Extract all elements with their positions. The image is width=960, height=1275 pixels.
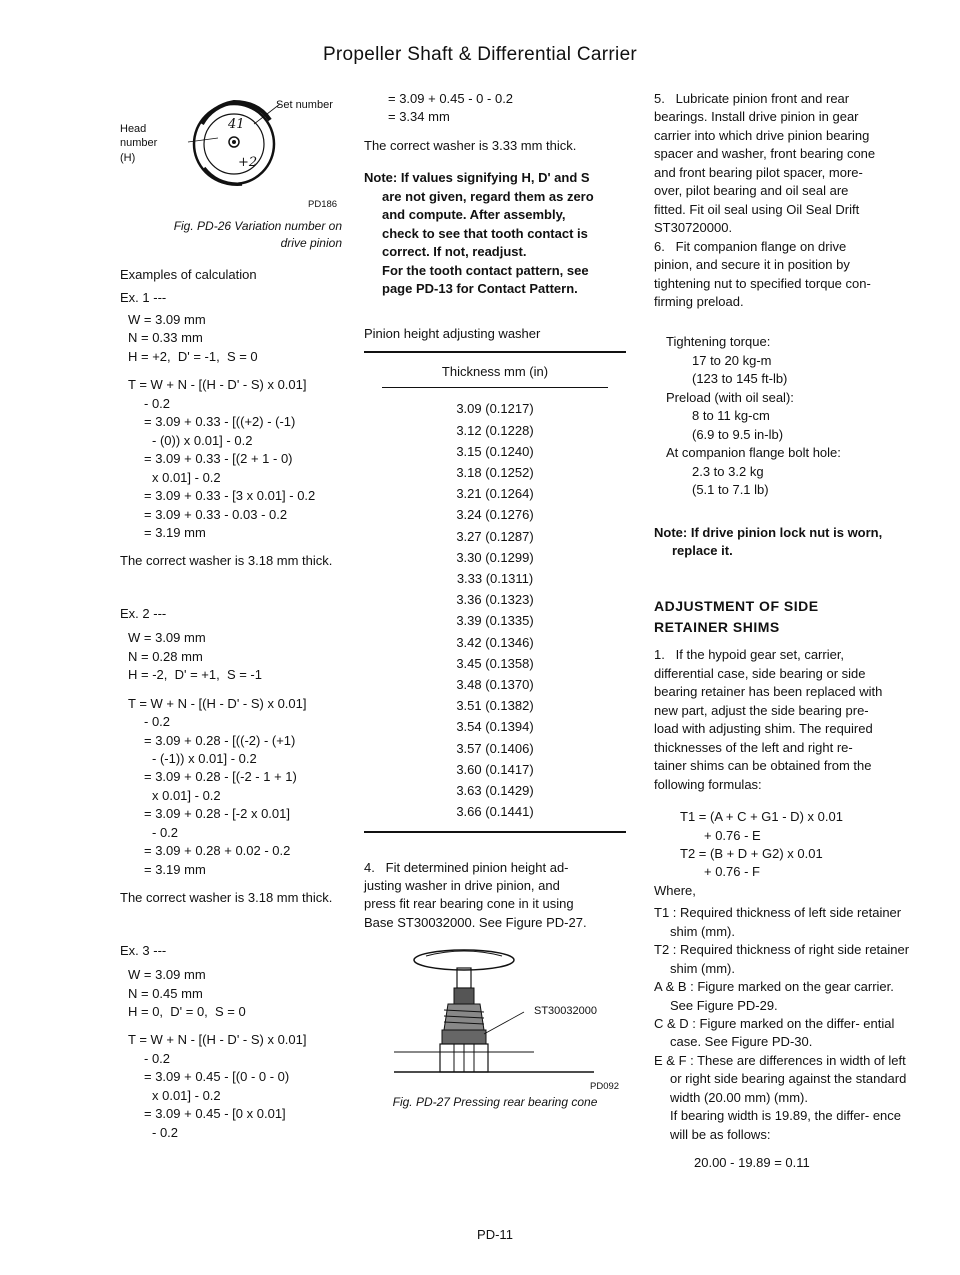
table-row: 3.51 (0.1382) (456, 698, 534, 714)
svg-text:41: 41 (228, 117, 245, 132)
note-tooth-contact: Note: If values signifying H, D' and S are not given, regard them as zero and compute. After assembly, check to see that tooth contact is correct. If not, readjust. For the tooth contact pattern, see page PD-13 for Contact Pattern. (364, 170, 594, 297)
example-1-calc: T = W + N - [(H - D' - S) x 0.01] - 0.2 = 3.09 + 0.33 - [((+2) - (-1) - (0)) x 0.01] - 0.2 = 3.09 + 0.33 - [(2 + 1 - 0) x 0.01] - 0.2 = 3.09 + 0.33 - [3 x 0.01] - 0.2 = 3.09 + 0.33 - 0.03 - 0.2 = 3.19 mm (128, 377, 316, 540)
head-number-label: Head number (H) (120, 123, 158, 164)
table-bottom-rule (364, 831, 626, 833)
table-row: 3.54 (0.1394) (456, 719, 534, 735)
table-row: 3.36 (0.1323) (456, 592, 534, 608)
example-2-result: The correct washer is 3.18 mm thick. (120, 890, 333, 906)
step-1-paragraph: 1. If the hypoid gear set, carrier, differential case, side bearing or side bearing retainer has been replaced with new part, adjust the side bearing pre- load with adjusting shim. The required thicknesses of the left and right re- tainer shims can be obtained from the following formulas: (654, 647, 883, 792)
table-row: 3.24 (0.1276) (456, 507, 534, 523)
example-2-values: W = 3.09 mm N = 0.28 mm H = -2, D' = +1, S = -1 (128, 630, 262, 683)
figure-pd27 (364, 942, 626, 1092)
step-6-paragraph: 6. Fit companion flange on drive pinion, and secure it in position by tightening nut to specified torque con- firming preload. (654, 238, 871, 309)
table-row: 3.21 (0.1264) (456, 486, 534, 502)
figure-caption: Fig. PD-27 Pressing rear bearing cone (392, 1095, 598, 1110)
column-middle (364, 90, 626, 1111)
svg-text:+2: +2 (238, 155, 258, 170)
table-header-rule (382, 387, 608, 388)
set-number-label: Set number (276, 99, 333, 111)
table-row: 3.30 (0.1299) (456, 549, 534, 565)
example-3-label: Ex. 3 --- (120, 942, 167, 958)
shim-formulas: T1 = (A + C + G1 - D) x 0.01 + 0.76 - E T2 = (B + D + G2) x 0.01 + 0.76 - F (680, 809, 843, 880)
table-row: 3.39 (0.1335) (456, 613, 534, 629)
table-row: 3.18 (0.1252) (456, 465, 534, 481)
figure-pd26 (120, 90, 342, 218)
torque-specifications: Tightening torque: 17 to 20 kg-m (123 to 145 ft-lb) Preload (with oil seal): 8 to 11 kg-cm (6.9 to 9.5 in-lb) At companion flange bolt hole: 2.3 to 3.2 kg (5.1 to 7.1 lb) (666, 334, 841, 498)
column-left (120, 90, 342, 1142)
table-body (364, 398, 626, 822)
example-1-values: W = 3.09 mm N = 0.33 mm H = +2, D' = -1, S = 0 (128, 311, 258, 364)
example-3-calc-continued: = 3.09 + 0.45 - 0 - 0.2 = 3.34 mm (388, 91, 514, 125)
table-row: 3.66 (0.1441) (456, 804, 534, 820)
note-lock-nut: Note: If drive pinion lock nut is worn, replace it. (654, 524, 883, 558)
definitions-list: T1 : Required thickness of left side retainer shim (mm). T2 : Required thickness of right side retainer shim (mm). A & B : Figure marked on the gear carrier. See Figure PD-29. C & D : Figure marked on the differ- ential case. See Figure PD-30. E & F : These are differences in width of left or right side bearing against the standard width (20.00 mm) (mm). If bearing width is 19.89, the differ- ence will be as follows: (654, 905, 910, 1142)
table-row: 3.09 (0.1217) (456, 401, 534, 417)
drive-pinion-face-icon (184, 90, 284, 190)
example-1-result: The correct washer is 3.18 mm thick. (120, 553, 333, 569)
where-label: Where, (654, 882, 696, 898)
example-2-label: Ex. 2 --- (120, 605, 167, 621)
table-row: 3.33 (0.1311) (456, 571, 534, 587)
table-row: 3.60 (0.1417) (456, 761, 534, 777)
examples-heading: Examples of calculation (120, 267, 257, 283)
table-row: 3.45 (0.1358) (456, 655, 534, 671)
figure-caption: Fig. PD-26 Variation number on drive pinion (173, 219, 342, 251)
table-row: 3.48 (0.1370) (456, 677, 534, 693)
table-row: 3.27 (0.1287) (456, 528, 534, 544)
washer-table (364, 325, 626, 833)
example-3-result: The correct washer is 3.33 mm thick. (364, 137, 577, 153)
example-3-values: W = 3.09 mm N = 0.45 mm H = 0, D' = 0, S = 0 (128, 967, 246, 1020)
table-row: 3.57 (0.1406) (456, 740, 534, 756)
final-calculation: 20.00 - 19.89 = 0.11 (694, 1155, 810, 1171)
table-row: 3.12 (0.1228) (456, 422, 534, 438)
table-top-rule (364, 351, 626, 353)
step-4-paragraph: 4. Fit determined pinion height ad- justing washer in drive pinion, and press fit rear bearing cone in it using Base ST30032000. See Figure PD-27. (364, 859, 587, 930)
step-5-paragraph: 5. Lubricate pinion front and rear bearings. Install drive pinion in gear carrier into which drive pinion bearing spacer and washer, front bearing cone and front bearing pilot spacer, more- over, pilot bearing and oil seal are fitted. Fit oil seal using Oil Seal Drift ST30720000. (654, 91, 876, 236)
table-header: Thickness mm (in) (441, 363, 549, 379)
example-2-calc: T = W + N - [(H - D' - S) x 0.01] - 0.2 = 3.09 + 0.28 - [((-2) - (+1) - (-1)) x 0.01] - 0.2 = 3.09 + 0.28 - [(-2 - 1 + 1) x 0.01] - 0.2 = 3.09 + 0.28 - [-2 x 0.01] - 0.2 = 3.09 + 0.28 + 0.02 - 0.2 = 3.19 mm (128, 695, 307, 877)
section-heading: ADJUSTMENT OF SIDE RETAINER SHIMS (654, 598, 819, 636)
figure-code: PD092 (590, 1081, 620, 1093)
table-row: 3.15 (0.1240) (456, 443, 534, 459)
table-row: 3.63 (0.1429) (456, 783, 534, 799)
table-row: 3.42 (0.1346) (456, 634, 534, 650)
page-title: Propeller Shaft & Differential Carrier (322, 44, 638, 65)
tool-label: ST30032000 (534, 1005, 597, 1018)
table-title: Pinion height adjusting washer (364, 325, 541, 341)
page-number: PD-11 (477, 1227, 513, 1242)
column-right (654, 90, 918, 1173)
figure-code: PD186 (308, 199, 338, 210)
example-1-label: Ex. 1 --- (120, 289, 167, 305)
example-3-calc: T = W + N - [(H - D' - S) x 0.01] - 0.2 = 3.09 + 0.45 - [(0 - 0 - 0) x 0.01] - 0.2 = 3.09 + 0.45 - [0 x 0.01] - 0.2 (128, 1032, 307, 1140)
